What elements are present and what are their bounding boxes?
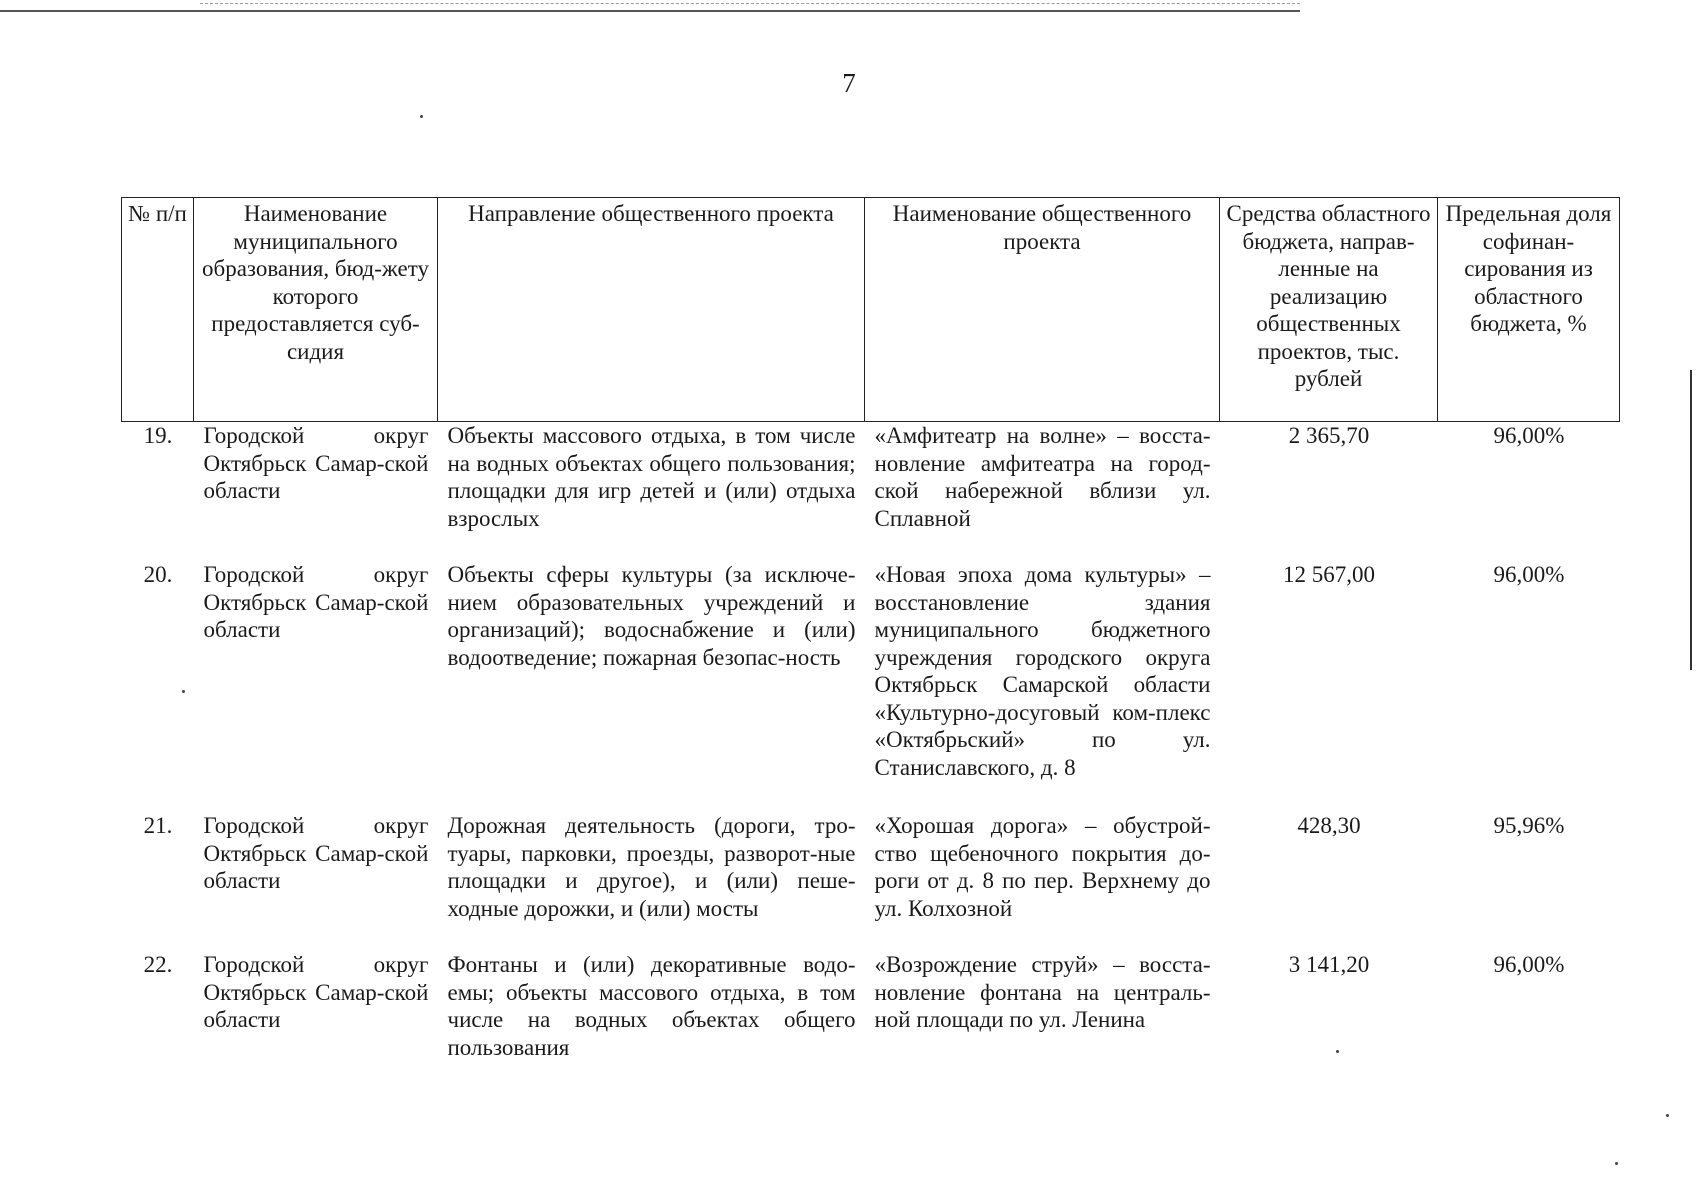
scan-artifact-right-edge	[1690, 370, 1692, 670]
row-number: 22.	[143, 952, 173, 977]
row-project: «Возрождение струй» – восста-новление фонтана на централь-ной площади по ул. Ленина	[874, 952, 1211, 1032]
row-funds: 3 141,20	[1288, 952, 1370, 977]
row-number: 20.	[143, 562, 173, 587]
row-share: 96,00%	[1493, 952, 1565, 977]
scan-speck	[1336, 1050, 1339, 1053]
header-direction: Направление общественного проекта	[438, 198, 865, 422]
row-direction: Объекты массового отдыха, в том числе на водных объектах общего пользования; площадки для игр детей и (или) отдыха взрослых	[447, 423, 856, 531]
row-share: 96,00%	[1493, 562, 1565, 587]
header-row	[122, 198, 1620, 422]
row-share: 96,00%	[1493, 423, 1565, 448]
row-number: 21.	[143, 813, 173, 838]
scan-speck	[182, 690, 185, 693]
row-funds: 2 365,70	[1288, 423, 1370, 448]
table-header	[122, 198, 1620, 422]
scan-artifact-dashed-line	[200, 3, 1300, 4]
row-municipality: Городской округ Октябрьск Самар-ской области	[203, 423, 429, 503]
scan-speck	[1615, 1162, 1618, 1165]
table-row	[122, 951, 1620, 1066]
subsidy-table	[121, 197, 1620, 1066]
scan-speck	[1666, 1114, 1669, 1117]
row-project: «Хорошая дорога» – обустрой-ство щебеночного покрытия до-роги от д. 8 по пер. Верхнему до ул. Колхозной	[874, 813, 1211, 921]
row-municipality: Городской округ Октябрьск Самар-ской области	[203, 952, 429, 1032]
row-project: «Новая эпоха дома культуры» – восстановление здания муниципального бюджетного учреждения городского округа Октябрьск Самарской области «Культурно-досуговый ком-плекс «Октябрьский» по ул. Станиславского, д. 8	[874, 562, 1211, 780]
row-funds: 12 567,00	[1283, 562, 1375, 587]
header-share: Предельная доля софинан-сирования из областного бюджета, %	[1438, 198, 1620, 422]
table-row	[122, 812, 1620, 951]
row-direction: Объекты сферы культуры (за исключе-нием образовательных учреждений и организаций); водоснабжение и (или) водоотведение; пожарная безопас-ность	[447, 562, 856, 670]
row-number: 19.	[143, 423, 173, 448]
table-body	[122, 422, 1620, 1067]
header-funds: Средства областного бюджета, направ-ленные на реализацию общественных проектов, тыс. рублей	[1220, 198, 1438, 422]
table-row	[122, 561, 1620, 812]
scan-artifact-top-line	[0, 10, 1300, 12]
table-row	[122, 422, 1620, 562]
row-funds: 428,30	[1297, 813, 1361, 838]
row-direction: Дорожная деятельность (дороги, тро-туары, парковки, проезды, разворот-ные площадки и другое), и (или) пеше-ходные дорожки, и (или) мосты	[447, 813, 856, 921]
row-municipality: Городской округ Октябрьск Самар-ской области	[203, 562, 429, 642]
row-project: «Амфитеатр на волне» – восста-новление амфитеатра на город-ской набережной вблизи ул. Сплавной	[874, 423, 1211, 531]
row-share: 95,96%	[1493, 813, 1565, 838]
header-municipality: Наименование муниципального образования, бюд-жету которого предоставляется суб-сидия	[194, 198, 438, 422]
page-number: 7	[842, 68, 856, 98]
scan-speck	[420, 115, 423, 118]
row-municipality: Городской округ Октябрьск Самар-ской области	[203, 813, 429, 893]
row-direction: Фонтаны и (или) декоративные водо-емы; объекты массового отдыха, в том числе на водных объектах общего пользования	[447, 952, 856, 1060]
header-project: Наименование общественного проекта	[865, 198, 1220, 422]
header-number: № п/п	[122, 198, 194, 422]
